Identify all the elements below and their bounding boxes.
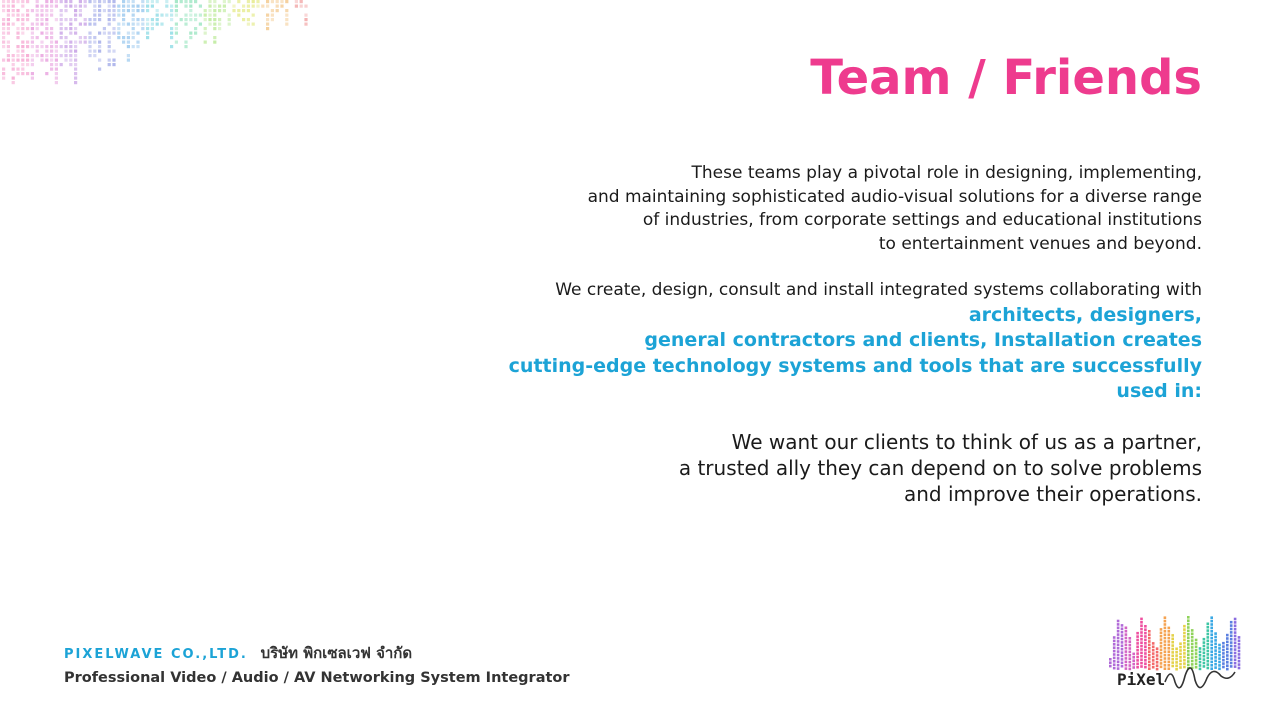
company-footer xyxy=(64,642,570,689)
company-line xyxy=(64,642,570,666)
intro-line: to entertainment venues and beyond. xyxy=(878,233,1202,254)
highlight-line: used in: xyxy=(1116,380,1202,402)
partner-line: and improve their operations. xyxy=(904,481,1202,506)
company-tagline: Professional Video / Audio / AV Networking System Integrator xyxy=(64,670,570,686)
pixelwave-logo xyxy=(1105,612,1245,702)
partner-line: We want our clients to think of us as a partner, xyxy=(731,429,1202,454)
rainbow-pixel-decoration xyxy=(0,0,320,110)
slide-body xyxy=(402,162,1202,507)
highlight-line: architects, designers, xyxy=(968,303,1202,326)
logo-text: PiXel xyxy=(1117,670,1166,689)
collaboration-paragraph xyxy=(402,279,1202,405)
partner-line: a trusted ally they can depend on to solve problems xyxy=(678,455,1202,480)
highlight-line: cutting-edge technology systems and tools that are successfully xyxy=(508,354,1202,377)
company-name-thai: บริษัท พิกเซลเวฟ จำกัด xyxy=(260,644,413,662)
intro-paragraph xyxy=(402,162,1202,256)
intro-line: and maintaining sophisticated audio-visual solutions for a diverse range xyxy=(587,186,1202,207)
partner-paragraph xyxy=(402,429,1202,507)
company-name: PIXELWAVE CO.,LTD. xyxy=(64,647,248,662)
intro-line: These teams play a pivotal role in designing, implementing, xyxy=(691,163,1202,183)
slide-title: Team / Friends xyxy=(810,50,1202,106)
collaboration-intro: We create, design, consult and install integrated systems collaborating with xyxy=(555,280,1202,300)
intro-line: of industries, from corporate settings and educational institutions xyxy=(642,210,1202,230)
highlight-line: general contractors and clients, Installation creates xyxy=(644,329,1202,351)
